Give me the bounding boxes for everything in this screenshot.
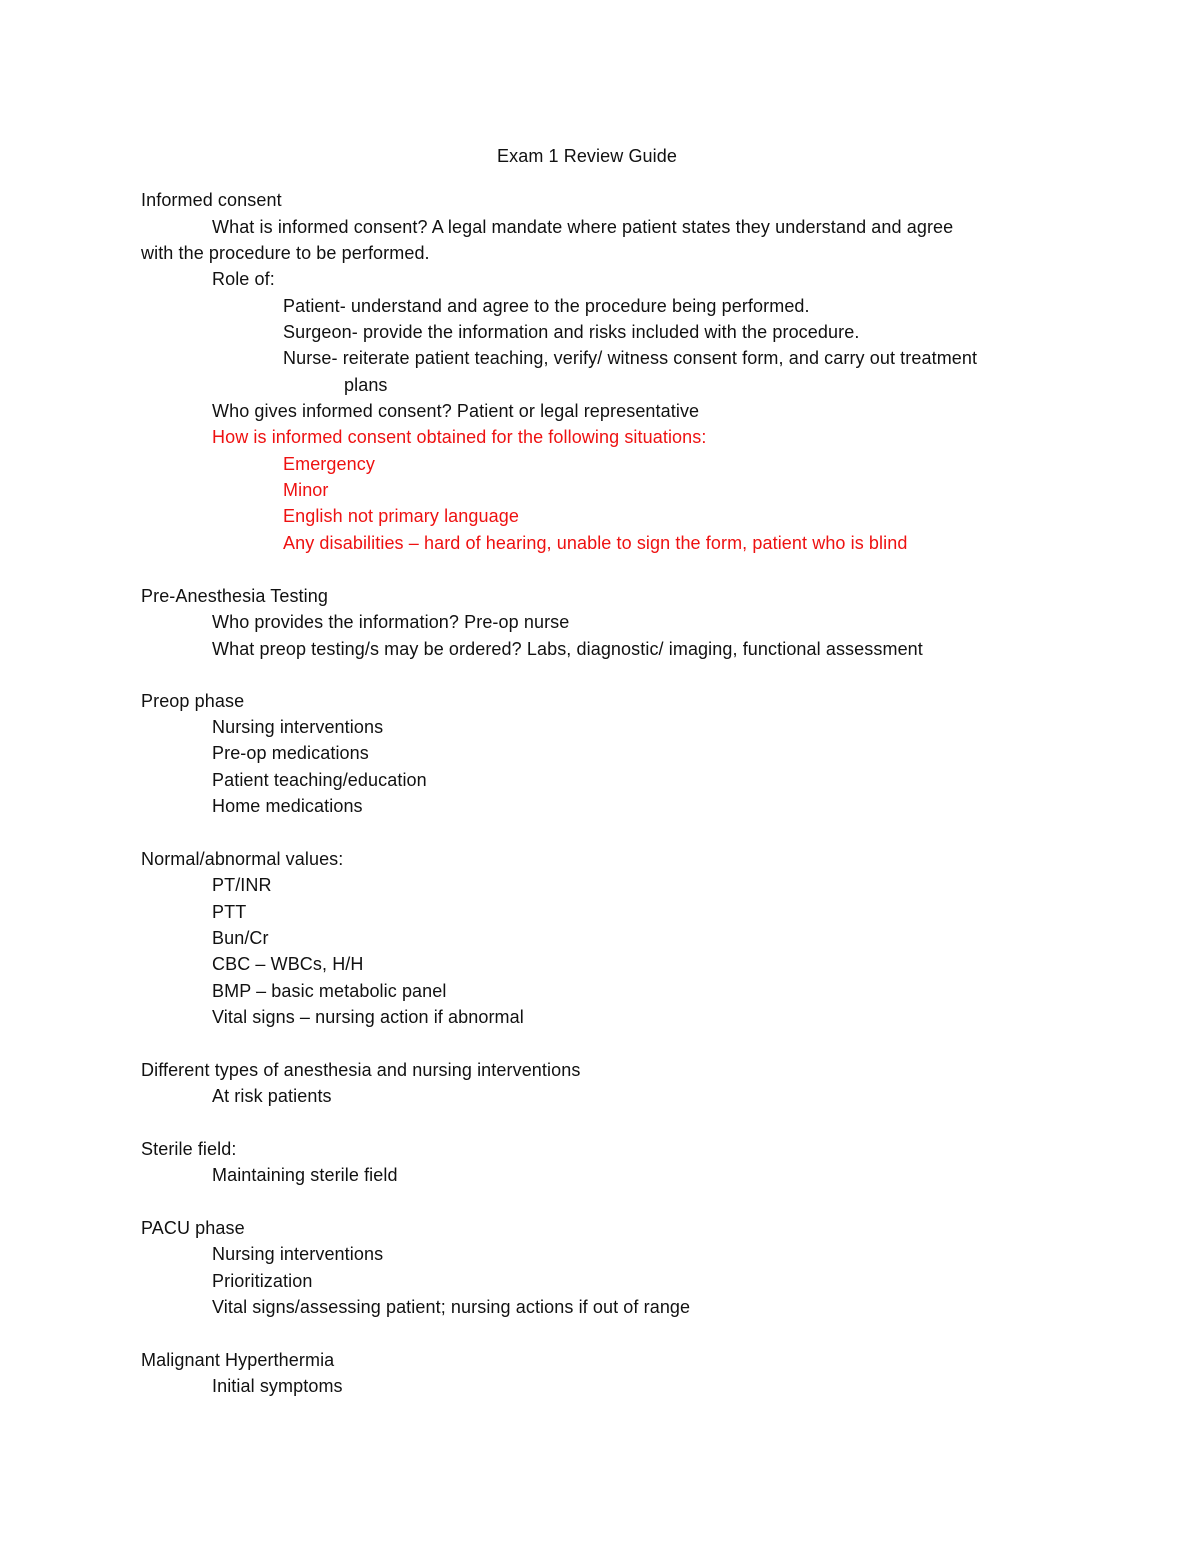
normal-values-item: CBC – WBCs, H/H [212, 954, 364, 974]
preop-item: Nursing interventions [212, 717, 384, 737]
role-nurse: Nurse- reiterate patient teaching, verify/ witness consent form, and carry out treatment [283, 348, 978, 368]
role-of-label: Role of: [212, 269, 275, 289]
informed-consent-definition-cont: with the procedure to be performed. [141, 243, 430, 263]
normal-values-item: Vital signs – nursing action if abnormal [212, 1007, 524, 1027]
preop-item: Home medications [212, 796, 363, 816]
sterile-field-item: Maintaining sterile field [212, 1165, 398, 1185]
document-title: Exam 1 Review Guide [497, 146, 677, 166]
section-heading-pre-anesthesia: Pre-Anesthesia Testing [141, 586, 328, 606]
who-gives-consent: Who gives informed consent? Patient or legal representative [212, 401, 700, 421]
normal-values-item: BMP – basic metabolic panel [212, 981, 447, 1001]
pacu-item: Prioritization [212, 1271, 313, 1291]
informed-consent-definition: What is informed consent? A legal mandate where patient states they understand and agree [212, 217, 954, 237]
anesthesia-item: At risk patients [212, 1086, 332, 1106]
situation-english: English not primary language [283, 506, 519, 526]
normal-values-item: Bun/Cr [212, 928, 269, 948]
how-consent-obtained: How is informed consent obtained for the following situations: [212, 427, 707, 447]
role-patient: Patient- understand and agree to the procedure being performed. [283, 296, 810, 316]
section-heading-pacu-phase: PACU phase [141, 1218, 245, 1238]
section-heading-anesthesia: Different types of anesthesia and nursing interventions [141, 1060, 581, 1080]
malignant-hyperthermia-item: Initial symptoms [212, 1376, 343, 1396]
section-heading-malignant-hyperthermia: Malignant Hyperthermia [141, 1350, 335, 1370]
section-heading-sterile-field: Sterile field: [141, 1139, 237, 1159]
situation-minor: Minor [283, 480, 329, 500]
section-heading-informed-consent: Informed consent [141, 190, 282, 210]
situation-emergency: Emergency [283, 454, 375, 474]
role-surgeon: Surgeon- provide the information and risks included with the procedure. [283, 322, 860, 342]
situation-disabilities: Any disabilities – hard of hearing, unable to sign the form, patient who is blind [283, 533, 908, 553]
pre-anesthesia-item: What preop testing/s may be ordered? Labs, diagnostic/ imaging, functional assessment [212, 639, 923, 659]
pre-anesthesia-item: Who provides the information? Pre-op nurse [212, 612, 570, 632]
role-nurse-cont: plans [344, 375, 388, 395]
normal-values-item: PT/INR [212, 875, 272, 895]
pacu-item: Nursing interventions [212, 1244, 384, 1264]
section-heading-normal-values: Normal/abnormal values: [141, 849, 344, 869]
normal-values-item: PTT [212, 902, 247, 922]
preop-item: Pre-op medications [212, 743, 369, 763]
pacu-item: Vital signs/assessing patient; nursing actions if out of range [212, 1297, 691, 1317]
section-heading-preop-phase: Preop phase [141, 691, 245, 711]
preop-item: Patient teaching/education [212, 770, 427, 790]
